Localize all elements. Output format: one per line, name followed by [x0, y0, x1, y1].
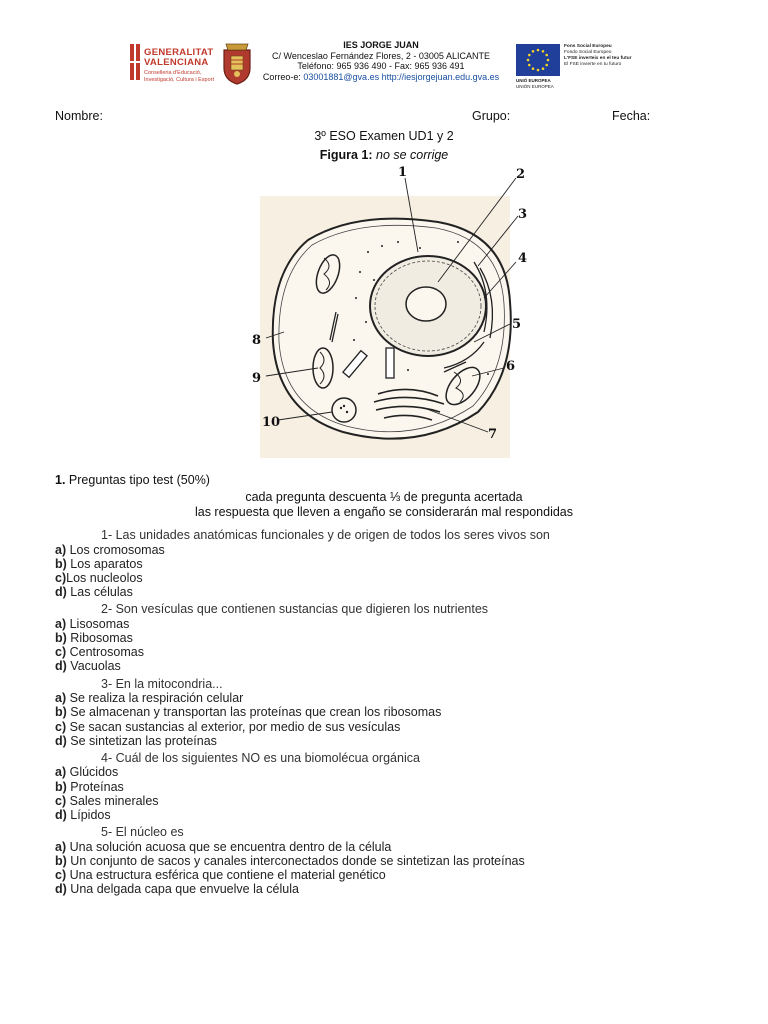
question-number: 5: [101, 825, 108, 840]
option-text: Glúcidos: [69, 765, 119, 780]
option-text: Ribosomas: [70, 631, 133, 646]
section-number: 1.: [55, 473, 66, 487]
option-letter: c): [55, 793, 67, 808]
question-number: 4: [101, 750, 108, 765]
answer-option[interactable]: [55, 765, 735, 779]
answer-option[interactable]: [55, 631, 735, 645]
nombre-label: Nombre:: [55, 109, 103, 123]
school-address: C/ Wenceslao Fernández Flores, 2 - 03005 ALICANTE: [272, 50, 490, 61]
answer-option[interactable]: [55, 868, 735, 882]
answer-option[interactable]: [55, 691, 735, 705]
option-text: Se sintetizan las proteínas: [70, 733, 217, 748]
figure-number-6: 6: [506, 359, 516, 374]
option-text: Vacuolas: [70, 659, 121, 674]
figure-note: no se corrige: [376, 148, 449, 162]
option-letter: c): [55, 719, 67, 734]
school-crest-icon: [220, 42, 254, 86]
answer-option[interactable]: [55, 543, 735, 557]
eu-line3: L'FSE inverteix en el teu futur: [564, 56, 632, 61]
fecha-label: Fecha:: [612, 109, 651, 123]
option-text: Un conjunto de sacos y canales interconectados donde se sintetizan las proteínas: [70, 853, 525, 868]
figure-number-8: 8: [252, 333, 262, 348]
exam-title: 3º ESO Examen UD1 y 2: [314, 129, 454, 143]
option-text: Lípidos: [70, 808, 111, 823]
figure-number-1: 1: [398, 165, 408, 180]
option-text: Una delgada capa que envuelve la célula: [70, 882, 299, 897]
section-title: Preguntas tipo test (50%): [68, 473, 210, 487]
option-letter: a): [55, 839, 67, 854]
option-text: Se almacenan y transportan las proteínas que crean los ribosomas: [70, 705, 442, 720]
school-contact: [256, 72, 506, 83]
generalitat-emblem-icon: [128, 42, 142, 82]
answer-option[interactable]: [55, 854, 735, 868]
option-letter: b): [55, 779, 67, 794]
question-4-title: [55, 751, 735, 766]
eu-logo: [516, 42, 640, 92]
eu-line4: El FSE invierte en tu futuro: [564, 62, 622, 67]
gv-name-line1: GENERALITAT: [144, 47, 214, 58]
figure-number-4: 4: [518, 251, 528, 266]
gv-sub-line2: Investigació, Cultura i Esport: [144, 76, 215, 83]
figure-number-3: 3: [518, 207, 528, 222]
answer-option[interactable]: [55, 705, 735, 719]
answer-option[interactable]: [55, 617, 735, 631]
question-text: - Cuál de los siguientes NO es una biomolécua orgánica: [107, 750, 420, 765]
school-info: [256, 40, 506, 82]
question-5-title: [55, 825, 735, 840]
answer-option[interactable]: [55, 571, 735, 585]
page-header: [126, 36, 640, 92]
option-letter: d): [55, 882, 67, 897]
scoring-note-2: las respuesta que lleven a engaño se considerarán mal respondidas: [194, 505, 574, 519]
figure-number-5: 5: [512, 317, 522, 332]
eu-union-text: [516, 78, 554, 89]
generalitat-logo: [126, 40, 216, 88]
option-letter: b): [55, 705, 67, 720]
answer-option[interactable]: [55, 585, 735, 599]
question-1: [55, 528, 735, 599]
option-letter: b): [55, 853, 67, 868]
answer-option[interactable]: [55, 794, 735, 808]
option-letter: c): [55, 868, 67, 883]
question-text: - En la mitocondria...: [107, 676, 223, 691]
question-number: 2: [101, 602, 108, 617]
question-number: 1: [101, 528, 108, 542]
question-3-title: [55, 677, 735, 692]
section-heading: [55, 473, 210, 487]
option-text: Proteínas: [70, 779, 124, 794]
option-text: Las células: [70, 585, 133, 600]
answer-option[interactable]: [55, 840, 735, 854]
answer-option[interactable]: [55, 808, 735, 822]
school-email-link[interactable]: 03001881@gva.es http://iesjorgejuan.edu.gva.es: [303, 71, 500, 82]
option-text: Los nucleolos: [66, 570, 143, 585]
option-letter: b): [55, 631, 67, 646]
question-4: [55, 751, 735, 822]
figure-label: Figura 1:: [319, 148, 373, 162]
question-text: - Las unidades anatómicas funcionales y de origen de todos los seres vivos son: [107, 528, 550, 542]
school-phone: Teléfono: 965 936 490 - Fax: 965 936 491: [297, 61, 465, 71]
option-text: Los aparatos: [70, 556, 143, 571]
option-letter: a): [55, 616, 67, 631]
answer-option[interactable]: [55, 659, 735, 673]
question-2-title: [55, 602, 735, 617]
option-letter: b): [55, 556, 67, 571]
option-text: Se sacan sustancias al exterior, por medio de sus vesículas: [69, 719, 401, 734]
answer-option[interactable]: [55, 780, 735, 794]
school-name: IES JORGE JUAN: [343, 40, 419, 50]
option-text: Sales minerales: [69, 793, 159, 808]
gv-sub-line1: Conselleria d'Educació,: [144, 70, 202, 76]
option-letter: c): [55, 570, 67, 585]
eu-fse-text: [564, 44, 640, 68]
answer-option[interactable]: [55, 645, 735, 659]
figure-number-9: 9: [252, 371, 262, 386]
eu-bottom1: UNIÓ EUROPEA: [516, 78, 551, 83]
eu-line1: Fons Social Europeu: [564, 44, 612, 49]
eu-bottom2: UNIÓN EUROPEA: [516, 83, 554, 89]
option-letter: d): [55, 733, 67, 748]
option-letter: c): [55, 645, 67, 660]
scoring-note-1: cada pregunta descuenta ⅓ de pregunta acertada: [245, 490, 523, 504]
figure-number-2: 2: [516, 167, 526, 182]
option-letter: d): [55, 808, 67, 823]
option-letter: a): [55, 542, 67, 557]
option-text: Centrosomas: [69, 645, 144, 660]
question-2: [55, 602, 735, 673]
question-3: [55, 677, 735, 748]
option-text: Se realiza la respiración celular: [69, 691, 244, 706]
question-list: [55, 528, 735, 900]
option-text: Una estructura esférica que contiene el material genético: [69, 868, 386, 883]
grupo-label: Grupo:: [472, 109, 511, 123]
option-text: Una solución acuosa que se encuentra dentro de la célula: [69, 839, 392, 854]
option-letter: d): [55, 659, 67, 674]
question-number: 3: [101, 676, 108, 691]
question-5: [55, 825, 735, 896]
option-text: Lisosomas: [69, 616, 130, 631]
answer-option[interactable]: [55, 557, 735, 571]
school-email-label: Correo-e:: [262, 71, 301, 82]
option-letter: d): [55, 585, 67, 600]
question-text: - El núcleo es: [107, 825, 184, 840]
question-1-title: [55, 528, 735, 543]
gv-name-line2: VALENCIANA: [144, 57, 209, 68]
option-text: Los cromosomas: [69, 542, 165, 557]
answer-option[interactable]: [55, 720, 735, 734]
figure-number-7: 7: [488, 427, 498, 442]
option-letter: a): [55, 691, 67, 706]
figure-number-10: 10: [262, 415, 281, 430]
animal-cell-diagram: [248, 162, 538, 462]
figure-caption: [0, 148, 768, 162]
eu-line2: Fondo Social Europeo: [564, 50, 612, 55]
answer-option[interactable]: [55, 882, 735, 896]
option-letter: a): [55, 765, 67, 780]
answer-option[interactable]: [55, 734, 735, 748]
question-text: - Son vesículas que contienen sustancias que digieren los nutrientes: [107, 602, 489, 617]
eu-flag-icon: [516, 44, 560, 76]
